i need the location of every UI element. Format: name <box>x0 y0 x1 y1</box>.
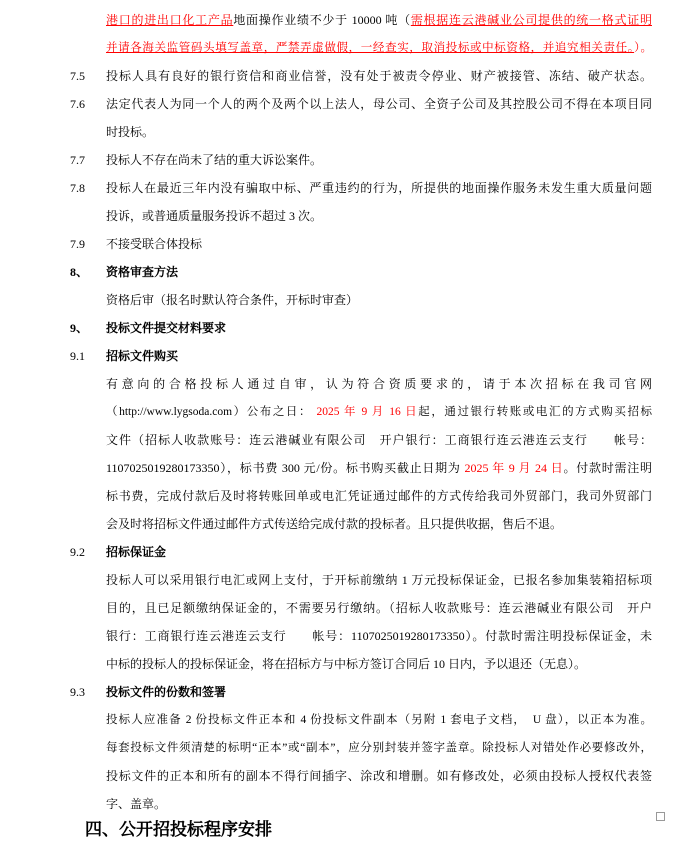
clause-7-7 <box>0 146 684 174</box>
text-line <box>106 6 652 34</box>
section-8-body <box>0 286 684 314</box>
text-line: 法定代表人为同一个人的两个及两个以上法人，母公司、全资子公司及其控股公司不得在本项目同 <box>106 97 652 111</box>
section-title: 资格审查方法 <box>106 265 179 279</box>
text-line: 投标人不存在尚未了结的重大诉讼案件。 <box>106 153 323 167</box>
clause-number: 7.7 <box>70 153 85 167</box>
clause-7-5 <box>0 62 684 90</box>
red-underlined-text: 港口的进出口化工产品 <box>106 13 234 27</box>
text-line <box>106 398 652 426</box>
text-line: 投标人可以采用银行电汇或网上支付，于开标前缴纳 1 万元投标保证金，已报名参加集装箱招标项 <box>106 573 652 587</box>
section-title: 招标保证金 <box>106 545 167 559</box>
section-title: 投标文件的份数和签署 <box>106 685 227 699</box>
section-heading-4: 四、公开招投标程序安排 <box>85 820 272 839</box>
text-line: 投标文件的正本和所有的副本不得行间插字、涂改和增删。如有修改处，必须由投标人授权代表签 <box>106 769 652 783</box>
text-line: 目的，且已足额缴纳保证金的，不需要另行缴纳。（招标人收款账号：连云港碱业有限公司 开户 <box>106 601 652 615</box>
section-number: 9.3 <box>70 685 85 699</box>
text-line: 时投标。 <box>106 125 155 139</box>
text-line: 银行：工商银行连云港连云支行 帐号：1107025019280173350）。付款时需注明投标保证金，未 <box>106 629 652 643</box>
section-9-3-body <box>0 706 684 818</box>
text-line: 标书费，完成付款后及时将转账回单或电汇凭证通过邮件的方式传给我司外贸部门，我司外贸部门 <box>106 489 652 503</box>
text-line: 字、盖章。 <box>106 797 167 811</box>
section-9-heading <box>0 314 684 342</box>
section-number: 9、 <box>70 321 89 335</box>
text-line: 投标人具有良好的银行资信和商业信誉，没有处于被责令停业、财产被接管、冻结、破产状态。 <box>106 69 652 83</box>
section-number: 8、 <box>70 265 89 279</box>
text-line: 会及时将招标文件通过邮件方式传送给完成付款的投标者。且只提供收据，售后不退。 <box>106 517 563 531</box>
text-line: 不接受联合体投标 <box>106 237 203 251</box>
clause-number: 7.5 <box>70 69 85 83</box>
red-text: ）。 <box>634 42 652 54</box>
section-9-2-body <box>0 566 684 678</box>
text-line: 中标的投标人的投标保证金，将在招标方与中标方签订合同后 10 日内，予以退还（无息）。 <box>106 657 587 671</box>
section-9-2-heading <box>0 538 684 566</box>
para-7-4-continuation <box>0 6 684 62</box>
section-9-3-heading <box>0 678 684 706</box>
text-line <box>106 34 652 62</box>
clause-number: 7.8 <box>70 181 85 195</box>
text-line: 投标人应准备 2 份投标文件正本和 4 份投标文件副本（另附 1 套电子文档， U 盘），以正本为准。 <box>106 714 652 726</box>
text-segment: 起，通过银行转账或电汇的方式购买招标 <box>418 406 652 418</box>
section-8-heading <box>0 258 684 286</box>
text-line: 每套投标文件须清楚的标明“正本”或“副本”，应分别封装并签字盖章。除投标人对错处作必要修改外， <box>106 742 652 754</box>
clause-7-9 <box>0 230 684 258</box>
empty-checkbox <box>656 812 665 821</box>
section-number: 9.1 <box>70 349 85 363</box>
section-title: 招标文件购买 <box>106 349 179 363</box>
section-9-1-heading <box>0 342 684 370</box>
clause-number: 7.6 <box>70 97 85 111</box>
text-line: 资格后审（报名时默认符合条件，开标时审查） <box>106 293 359 307</box>
text-line: 文件（招标人收款账号：连云港碱业有限公司 开户银行：工商银行连云港连云支行 帐号： <box>106 433 652 447</box>
text-line <box>106 454 652 482</box>
red-date: 2025 年 9 月 16 日 <box>316 406 419 418</box>
text-segment: 地面操作业绩不少于 10000 吨（ <box>233 13 411 27</box>
section-title: 投标文件提交材料要求 <box>106 321 227 335</box>
text-segment: （http://www.lygsoda.com）公布之日： <box>106 406 317 418</box>
clause-7-8 <box>0 174 684 230</box>
red-underlined-text: 需根据连云港碱业公司提供的统一格式证明 <box>410 13 652 27</box>
text-line: 投标人在最近三年内没有骗取中标、严重违约的行为，所提供的地面操作服务未发生重大质量问题 <box>106 181 652 195</box>
text-segment: 。付款时需注明 <box>563 461 652 475</box>
clause-7-6 <box>0 90 684 146</box>
text-segment: 1107025019280173350），标书费 300 元/份。标书购买截止日期为 <box>106 461 465 475</box>
clause-number: 7.9 <box>70 237 85 251</box>
section-9-1-body <box>0 370 684 538</box>
text-line: 有意向的合格投标人通过自审，认为符合资质要求的，请于本次招标在我司官网 <box>106 377 652 391</box>
text-line: 投诉，或普通质量服务投诉不超过 3 次。 <box>106 209 323 223</box>
red-date: 2025 年 9 月 24 日 <box>464 461 564 475</box>
section-number: 9.2 <box>70 545 85 559</box>
red-underlined-text: 并请各海关监管码头填写盖章，严禁弄虚做假，一经查实，取消投标或中标资格，并追究相关责任。 <box>106 42 635 54</box>
